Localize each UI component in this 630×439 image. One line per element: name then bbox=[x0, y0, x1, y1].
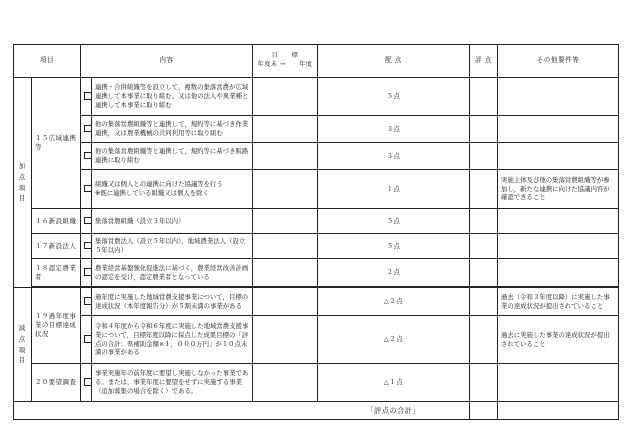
header-target-bottom: 年度末 → 年度 bbox=[257, 61, 313, 68]
scoring-table bbox=[13, 44, 619, 420]
score-cell[interactable] bbox=[470, 364, 498, 402]
target-cell[interactable] bbox=[253, 316, 318, 364]
score-cell[interactable] bbox=[470, 143, 498, 170]
checkbox[interactable] bbox=[84, 297, 92, 305]
target-cell[interactable] bbox=[253, 116, 318, 143]
total-label: 「評点の合計」 bbox=[318, 402, 470, 420]
other-15d: 実施主体及び他の集落営農組織等が参加し，新たな連携に向けた協議内容が確認できること bbox=[498, 170, 619, 209]
header-score: 評 点 bbox=[470, 45, 498, 78]
header-target bbox=[253, 45, 318, 78]
content-17: 集落営農法人（設立５年以内），地域農業法人（設立５年以内） bbox=[92, 234, 253, 259]
other-cell bbox=[498, 259, 619, 287]
score-cell[interactable] bbox=[470, 170, 498, 209]
other-19a: 過去（令和３年度以降）に実施した事業の達成状況が提出されていること bbox=[498, 288, 619, 316]
table-row bbox=[14, 234, 619, 259]
checkbox[interactable] bbox=[84, 152, 92, 160]
checkbox-cell[interactable] bbox=[81, 78, 92, 116]
other-19b: 過去に実施した事業の達成状況が提出されていること bbox=[498, 316, 619, 364]
header-item: 項目 bbox=[14, 45, 81, 78]
header-content: 内容 bbox=[81, 45, 253, 78]
target-cell[interactable] bbox=[253, 209, 318, 234]
content-15b: 他の集落営農組織等と連携して，規約等に基づき作業連携，又は農業機械の共同利用等に取り組む bbox=[92, 116, 253, 143]
table-row bbox=[14, 170, 619, 209]
group-bonus: 加点項目 bbox=[14, 78, 32, 288]
score-cell[interactable] bbox=[470, 78, 498, 116]
content-19b: 令和４年度から令和６年度に実施した地域営農支援事業について，目標年度以降に採点した成果目標の「評点の合計：県補助金額×１，０００万円」が１０点未満の事業がある bbox=[92, 316, 253, 364]
table-row bbox=[14, 316, 619, 364]
item-label-16: １６新設組織 bbox=[32, 209, 81, 234]
table-row bbox=[14, 78, 619, 116]
checkbox[interactable] bbox=[84, 242, 92, 250]
header-target-top: 目 標 bbox=[271, 52, 299, 60]
checkbox-cell[interactable] bbox=[81, 288, 92, 316]
other-cell bbox=[498, 364, 619, 402]
points-20: △１点 bbox=[318, 364, 470, 402]
group-deduct: 減点項目 bbox=[14, 288, 32, 402]
other-cell bbox=[498, 234, 619, 259]
table-row bbox=[14, 116, 619, 143]
item-label-15: １５広域連携等 bbox=[32, 78, 81, 209]
target-cell[interactable] bbox=[253, 234, 318, 259]
content-16: 集落営農組織（設立３年以内） bbox=[92, 209, 253, 234]
content-15d: 組織又は個人との連携に向けた協議等を行う ※既に連携している組織又は個人を除く bbox=[92, 170, 253, 209]
table-row bbox=[14, 288, 619, 316]
points-15a: ５点 bbox=[318, 78, 470, 116]
other-cell bbox=[498, 209, 619, 234]
content-19a: 過年度に実施した地域営農支援事業について，目標の達成状況（本年度報告分）が５割未満の事業がある bbox=[92, 288, 253, 316]
content-18: 農業経営基盤強化促進法に基づく，農業経営改善計画の認定を受け，認定農業者となっている bbox=[92, 259, 253, 287]
points-17: ５点 bbox=[318, 234, 470, 259]
table-row bbox=[14, 259, 619, 287]
checkbox-cell[interactable] bbox=[81, 143, 92, 170]
other-cell bbox=[498, 116, 619, 143]
checkbox-cell[interactable] bbox=[81, 364, 92, 402]
checkbox[interactable] bbox=[84, 268, 92, 276]
checkbox[interactable] bbox=[84, 185, 92, 193]
checkbox[interactable] bbox=[84, 125, 92, 133]
total-row bbox=[14, 402, 619, 420]
checkbox-cell[interactable] bbox=[81, 116, 92, 143]
points-16: ５点 bbox=[318, 209, 470, 234]
points-15d: １点 bbox=[318, 170, 470, 209]
table-row bbox=[14, 364, 619, 402]
checkbox-cell[interactable] bbox=[81, 316, 92, 364]
header-points: 配 点 bbox=[318, 45, 470, 78]
score-cell[interactable] bbox=[470, 209, 498, 234]
target-cell[interactable] bbox=[253, 78, 318, 116]
other-cell bbox=[498, 78, 619, 116]
content-20: 事業実施年の前年度に要望し実施しなかった事業である。または，事業年度に要望をせずに実施する事業（追加募集の場合を除く）である。 bbox=[92, 364, 253, 402]
points-15c: ３点 bbox=[318, 143, 470, 170]
checkbox-cell[interactable] bbox=[81, 259, 92, 287]
score-cell[interactable] bbox=[470, 234, 498, 259]
header-other: その他要件等 bbox=[498, 45, 619, 78]
table-row bbox=[14, 209, 619, 234]
checkbox[interactable] bbox=[84, 335, 92, 343]
points-19a: △２点 bbox=[318, 288, 470, 316]
target-cell[interactable] bbox=[253, 143, 318, 170]
target-cell[interactable] bbox=[253, 170, 318, 209]
header-row bbox=[14, 45, 619, 78]
total-score-cell[interactable] bbox=[470, 402, 498, 420]
points-18: ２点 bbox=[318, 259, 470, 287]
score-cell[interactable] bbox=[470, 288, 498, 316]
score-cell[interactable] bbox=[470, 316, 498, 364]
content-15c: 他の集落営農組織等と連携して，規約等に基づき販路連携に取り組む bbox=[92, 143, 253, 170]
target-cell[interactable] bbox=[253, 259, 318, 287]
score-cell[interactable] bbox=[470, 259, 498, 287]
checkbox-cell[interactable] bbox=[81, 209, 92, 234]
item-label-20: ２０要望調査 bbox=[32, 364, 81, 402]
table-row bbox=[14, 143, 619, 170]
checkbox-cell[interactable] bbox=[81, 234, 92, 259]
other-cell bbox=[498, 143, 619, 170]
target-cell[interactable] bbox=[253, 364, 318, 402]
content-15a: 連携・合併組織等を設立して，複数の集落営農が広域連携して本事業に取り組む。又は他の法人や異業種と連携して本事業に取り組む bbox=[92, 78, 253, 116]
points-19b: △２点 bbox=[318, 316, 470, 364]
item-label-17: １７新設法人 bbox=[32, 234, 81, 259]
target-cell[interactable] bbox=[253, 288, 318, 316]
score-cell[interactable] bbox=[470, 116, 498, 143]
points-15b: ３点 bbox=[318, 116, 470, 143]
checkbox[interactable] bbox=[84, 378, 92, 386]
checkbox-cell[interactable] bbox=[81, 170, 92, 209]
checkbox[interactable] bbox=[84, 217, 92, 225]
item-label-18: １８認定農業者 bbox=[32, 259, 81, 287]
checkbox[interactable] bbox=[84, 92, 92, 100]
item-label-19: １９過年度事業の目標達成状況 bbox=[32, 288, 81, 364]
